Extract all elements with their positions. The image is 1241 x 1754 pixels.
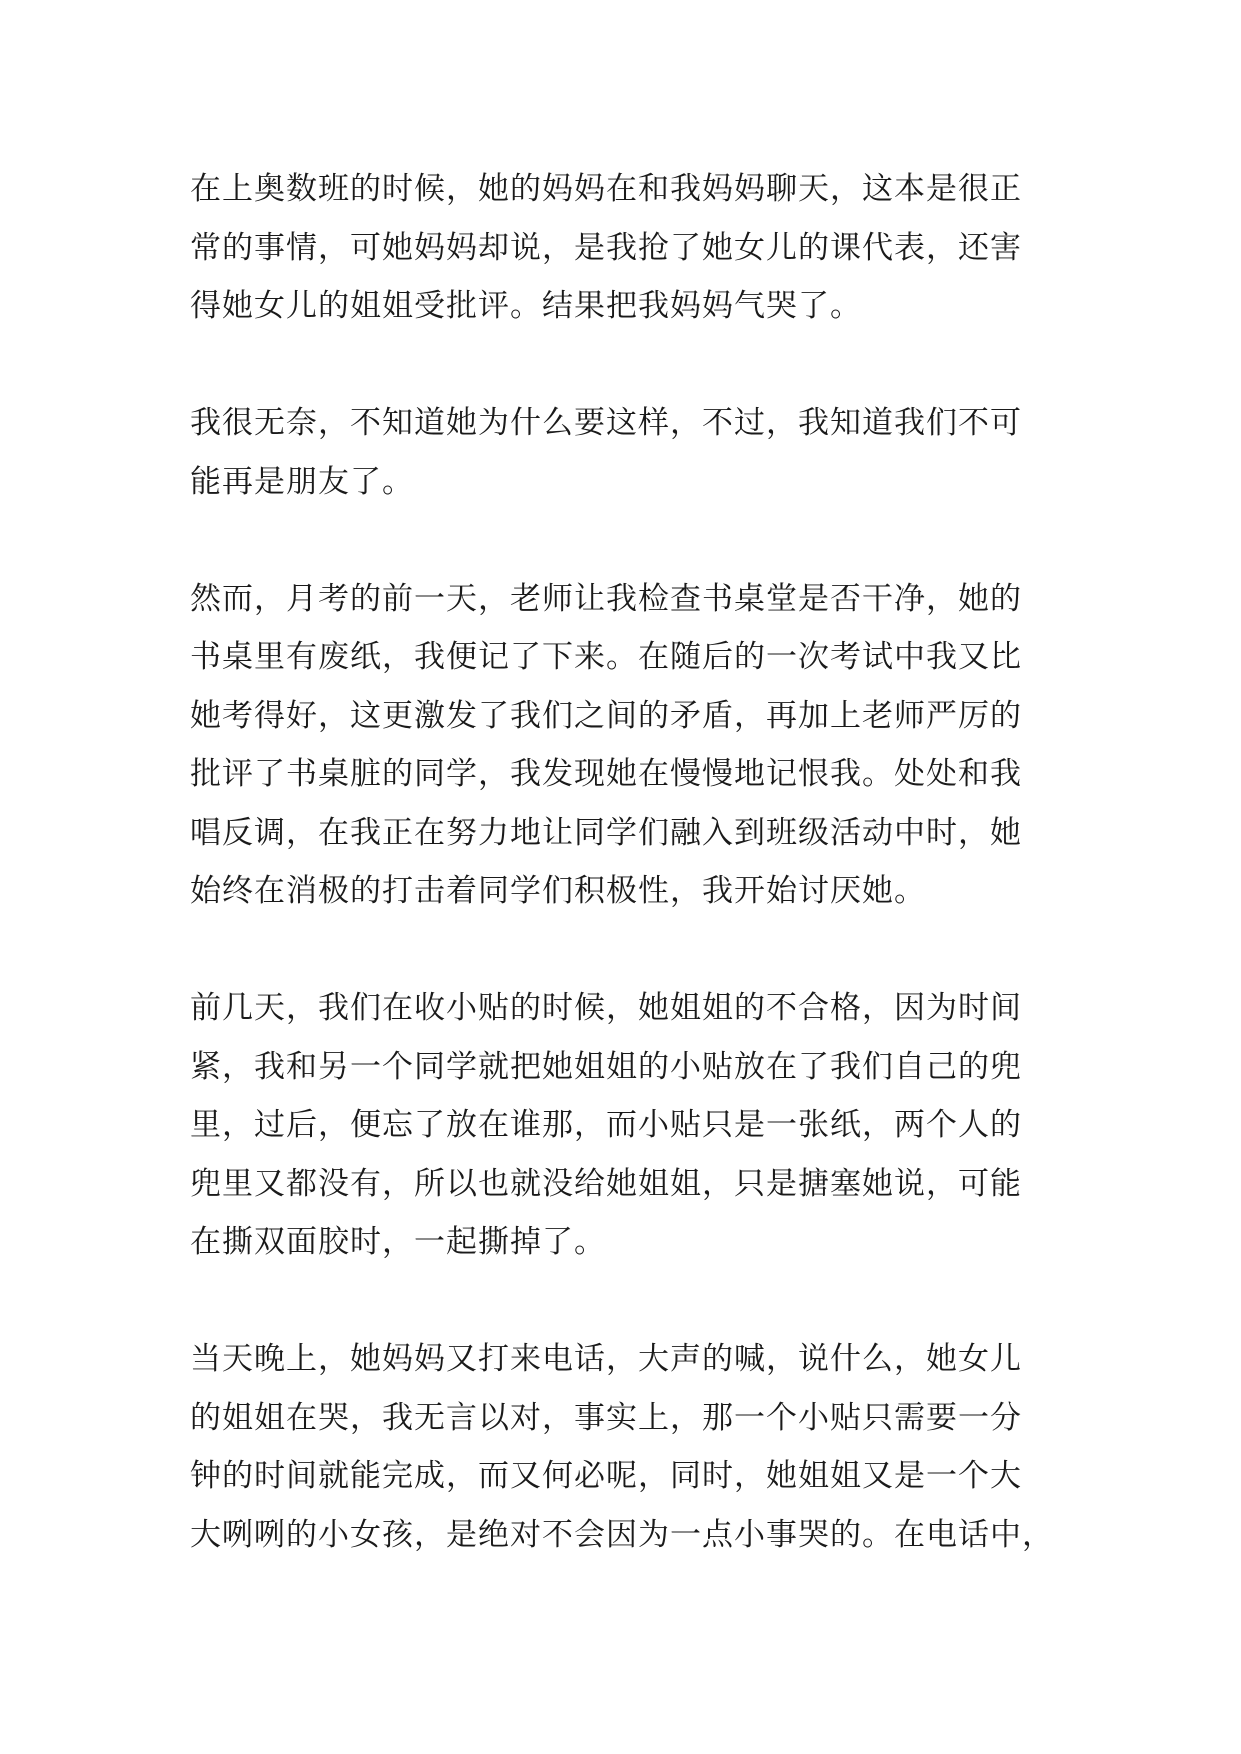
text-line: 能再是朋友了。 [190, 463, 414, 500]
text-line: 唱反调，在我正在努力地让同学们融入到班级活动中时，她 [190, 814, 1022, 851]
text-line: 钟的时间就能完成，而又何必呢，同时，她姐姐又是一个大 [190, 1458, 1022, 1494]
text-line: 她考得好，这更激发了我们之间的矛盾，再加上老师严厉的 [190, 697, 1022, 734]
paragraph-5 [190, 1330, 1060, 1564]
text-line: 前几天，我们在收小贴的时候，她姐姐的不合格，因为时间 [190, 990, 1022, 1026]
text-line: 书桌里有废纸，我便记了下来。在随后的一次考试中我又比 [190, 639, 1022, 675]
text-line: 里，过后，便忘了放在谁那，而小贴只是一张纸，两个人的 [190, 1107, 1022, 1143]
text-line: 始终在消极的打击着同学们积极性，我开始讨厌她。 [190, 873, 926, 909]
text-line: 当天晚上，她妈妈又打来电话，大声的喊，说什么，她女儿 [190, 1341, 1022, 1377]
text-line: 兜里又都没有，所以也就没给她姐姐，只是搪塞她说，可能 [190, 1165, 1022, 1202]
document-body [190, 160, 1060, 1623]
text-line: 大咧咧的小女孩，是绝对不会因为一点小事哭的。在电话中， [190, 1516, 1054, 1553]
text-line: 得她女儿的姐姐受批评。结果把我妈妈气哭了。 [190, 288, 862, 324]
text-line: 在撕双面胶时，一起撕掉了。 [190, 1224, 606, 1260]
text-line: 的姐姐在哭，我无言以对，事实上，那一个小贴只需要一分 [190, 1399, 1022, 1436]
text-line: 紧，我和另一个同学就把她姐姐的小贴放在了我们自己的兜 [190, 1048, 1022, 1085]
text-line: 常的事情，可她妈妈却说，是我抢了她女儿的课代表，还害 [190, 229, 1022, 266]
text-line: 批评了书桌脏的同学，我发现她在慢慢地记恨我。处处和我 [190, 756, 1022, 792]
paragraph-2 [190, 394, 1060, 511]
paragraph-4 [190, 979, 1060, 1272]
text-line: 然而，月考的前一天，老师让我检查书桌堂是否干净，她的 [190, 580, 1022, 617]
paragraph-1 [190, 160, 1060, 336]
text-line: 在上奥数班的时候，她的妈妈在和我妈妈聊天，这本是很正 [190, 171, 1022, 207]
paragraph-3 [190, 570, 1060, 921]
text-line: 我很无奈，不知道她为什么要这样，不过，我知道我们不可 [190, 405, 1022, 441]
